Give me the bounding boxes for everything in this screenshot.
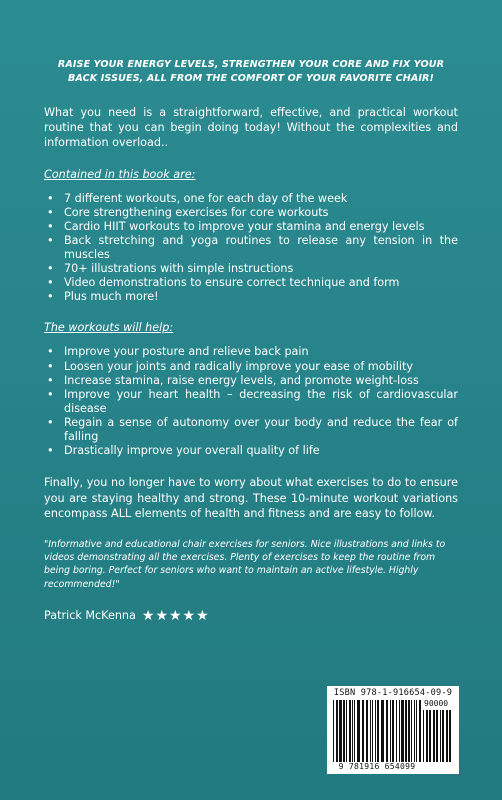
headline: RAISE YOUR ENERGY LEVELS, STRENGTHEN YOUR CORE AND FIX YOUR BACK ISSUES, ALL FROM THE COMFORT OF YOUR FAVORITE CHAIR! [57, 59, 445, 84]
list-item: • Improve your heart health – decreasing the risk of cardiovascular disease [64, 388, 458, 416]
barcode-bar [377, 700, 379, 762]
barcode-bar [446, 710, 448, 762]
contents-list [44, 192, 458, 305]
isbn-barcode [327, 686, 459, 774]
barcode-bar [411, 700, 412, 762]
barcode-bar [449, 710, 451, 762]
barcode-bar [423, 710, 424, 762]
list-item: • Core strengthening exercises for core workouts [64, 206, 458, 220]
barcode-bar [354, 700, 355, 762]
barcode-bar [405, 700, 407, 762]
barcode-bar [426, 710, 428, 762]
benefits-list [44, 345, 458, 458]
benefits-title: The workouts will help: [44, 321, 174, 335]
barcode-bar [343, 700, 345, 762]
barcode-bar [414, 700, 415, 762]
closing-paragraph: Finally, you no longer have to worry about what exercises to do to ensure you are staying healthy and strong. These 10-minute workout variations encompass ALL elements of health and fitness and are easy to follow. [44, 476, 458, 520]
barcode-bar [366, 700, 368, 762]
barcode-bar [408, 700, 410, 762]
reviewer-name: Patrick McKenna [44, 609, 136, 623]
barcode-bar [339, 700, 342, 762]
barcode-bars [333, 700, 421, 762]
list-item: • Improve your posture and relieve back pain [64, 345, 458, 359]
barcode-digits: 9 781916 654099 [338, 762, 416, 771]
isbn-label: ISBN 978-1-916654-09-9 [333, 688, 453, 698]
list-item: • Regain a sense of autonomy over your body and reduce the fear of falling [64, 416, 458, 444]
barcode-bar [440, 710, 441, 762]
barcode-bar [433, 710, 435, 762]
barcode-bar [396, 700, 397, 762]
barcode-bar [390, 700, 391, 762]
barcode-bar [352, 700, 353, 762]
barcode-bar [375, 700, 376, 762]
list-item: • Plus much more! [64, 290, 458, 304]
barcode-bar [416, 700, 417, 762]
barcode-bar [370, 700, 371, 762]
barcode-bar [392, 700, 394, 762]
cover-text-block [44, 58, 458, 624]
barcode-bar [399, 700, 400, 762]
barcode-bar [442, 710, 444, 762]
list-item: • Loosen your joints and radically improve your ease of mobility [64, 360, 458, 374]
barcode-bar [372, 700, 373, 762]
barcode-bar [333, 700, 334, 762]
barcode-bar [346, 700, 347, 762]
barcode-bar [381, 700, 384, 762]
barcode-bar [349, 700, 351, 762]
list-item: • Video demonstrations to ensure correct technique and form [64, 276, 458, 290]
barcode-bar [357, 700, 360, 762]
list-item: • Cardio HIIT workouts to improve your stamina and energy levels [64, 220, 458, 234]
barcode-bar [386, 700, 388, 762]
intro-paragraph: What you need is a straightforward, effective, and practical workout routine that you can begin doing today! Without the complexities and information overload.. [44, 105, 458, 150]
barcode-bar [336, 700, 338, 762]
barcode-bar [401, 700, 404, 762]
barcode-bar [429, 710, 431, 762]
contents-title: Contained in this book are: [44, 167, 196, 181]
barcode-addon-bars [423, 710, 453, 762]
list-item: • Back stretching and yoga routines to release any tension in the muscles [64, 234, 458, 262]
barcode-bar [436, 710, 438, 762]
list-item: • Drastically improve your overall quality of life [64, 444, 458, 458]
list-item: • Increase stamina, raise energy levels, and promote weight-loss [64, 374, 458, 388]
barcode-addon-code: 90000 [424, 699, 449, 708]
barcode-bar [362, 700, 364, 762]
barcode-bar [419, 700, 421, 762]
star-rating-icon: ★★★★★ [141, 607, 210, 624]
review-quote: "Informative and educational chair exercises for seniors. Nice illustrations and links to videos demonstrating all the exercises. Plenty of exercises to keep the routine from being boring. Perfect for seniors who want to maintain an active lifestyle. Highly recommended!" [44, 538, 446, 590]
list-item: • 7 different workouts, one for each day of the week [64, 192, 458, 206]
reviewer-line [44, 608, 458, 624]
list-item: • 70+ illustrations with simple instructions [64, 262, 458, 276]
